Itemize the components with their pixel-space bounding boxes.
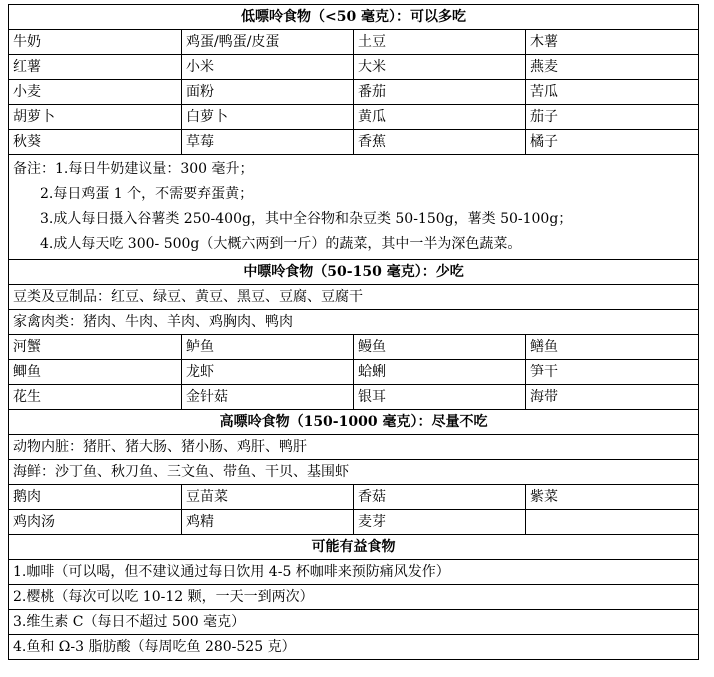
food-cell: 鹅肉 bbox=[9, 485, 182, 510]
food-cell: 麦芽 bbox=[354, 510, 526, 535]
note-line: 备注：1.每日牛奶建议量：300 毫升； bbox=[13, 161, 254, 177]
table-row bbox=[9, 55, 699, 80]
food-cell: 蛤蜊 bbox=[354, 360, 526, 385]
table-row bbox=[9, 360, 699, 385]
food-cell: 河蟹 bbox=[9, 335, 182, 360]
food-cell: 鲈鱼 bbox=[182, 335, 354, 360]
high-purine-header: 高嘌呤食物（150-1000 毫克）：尽量不吃 bbox=[9, 410, 699, 435]
high-purine-header-row bbox=[9, 410, 699, 435]
mid-purine-header-row bbox=[9, 260, 699, 285]
food-cell: 鳝鱼 bbox=[526, 335, 699, 360]
food-cell: 海带 bbox=[526, 385, 699, 410]
food-cell: 面粉 bbox=[182, 80, 354, 105]
table-row bbox=[9, 560, 699, 585]
food-cell: 苦瓜 bbox=[526, 80, 699, 105]
food-cell: 牛奶 bbox=[9, 30, 182, 55]
purine-food-table bbox=[8, 4, 699, 660]
food-cell: 香菇 bbox=[354, 485, 526, 510]
table-row bbox=[9, 335, 699, 360]
food-cell: 鸡肉汤 bbox=[9, 510, 182, 535]
table-row bbox=[9, 485, 699, 510]
food-cell bbox=[526, 510, 699, 535]
table-row bbox=[9, 610, 699, 635]
table-row bbox=[9, 30, 699, 55]
food-cell: 燕麦 bbox=[526, 55, 699, 80]
seafood-line: 海鲜：沙丁鱼、秋刀鱼、三文鱼、带鱼、干贝、基围虾 bbox=[9, 460, 699, 485]
table-row bbox=[9, 285, 699, 310]
food-cell: 白萝卜 bbox=[182, 105, 354, 130]
beneficial-item: 4.鱼和 Ω-3 脂肪酸（每周吃鱼 280-525 克） bbox=[9, 635, 699, 660]
food-cell: 花生 bbox=[9, 385, 182, 410]
food-cell: 橘子 bbox=[526, 130, 699, 155]
table-row bbox=[9, 80, 699, 105]
food-cell: 黄瓜 bbox=[354, 105, 526, 130]
note-line: 3.成人每日摄入谷薯类 250-400g，其中全谷物和杂豆类 50-150g，薯类 50-100g； bbox=[40, 211, 573, 227]
food-cell: 鸡蛋/鸭蛋/皮蛋 bbox=[182, 30, 354, 55]
table-row bbox=[9, 635, 699, 660]
table-row bbox=[9, 310, 699, 335]
food-cell: 鸡精 bbox=[182, 510, 354, 535]
food-cell: 金针菇 bbox=[182, 385, 354, 410]
food-cell: 小米 bbox=[182, 55, 354, 80]
food-cell: 紫菜 bbox=[526, 485, 699, 510]
food-cell: 豆苗菜 bbox=[182, 485, 354, 510]
table-row bbox=[9, 385, 699, 410]
low-purine-header-row bbox=[9, 5, 699, 30]
low-purine-notes-row bbox=[9, 155, 699, 260]
food-cell: 番茄 bbox=[354, 80, 526, 105]
low-purine-header: 低嘌呤食物（<50 毫克）：可以多吃 bbox=[9, 5, 699, 30]
purine-food-table-sheet bbox=[8, 4, 698, 660]
food-cell: 小麦 bbox=[9, 80, 182, 105]
table-row bbox=[9, 130, 699, 155]
beneficial-item: 2.樱桃（每次可以吃 10-12 颗，一天一到两次） bbox=[9, 585, 699, 610]
food-cell: 秋葵 bbox=[9, 130, 182, 155]
table-row bbox=[9, 435, 699, 460]
table-row bbox=[9, 585, 699, 610]
beneficial-header-row bbox=[9, 535, 699, 560]
note-line: 2.每日鸡蛋 1 个，不需要弃蛋黄； bbox=[40, 186, 254, 202]
legumes-line: 豆类及豆制品：红豆、绿豆、黄豆、黑豆、豆腐、豆腐干 bbox=[9, 285, 699, 310]
table-row bbox=[9, 510, 699, 535]
low-purine-notes bbox=[9, 155, 699, 260]
beneficial-header: 可能有益食物 bbox=[9, 535, 699, 560]
table-row bbox=[9, 460, 699, 485]
table-row bbox=[9, 105, 699, 130]
food-cell: 鲫鱼 bbox=[9, 360, 182, 385]
food-cell: 笋干 bbox=[526, 360, 699, 385]
beneficial-item: 1.咖啡（可以喝，但不建议通过每日饮用 4-5 杯咖啡来预防痛风发作） bbox=[9, 560, 699, 585]
food-cell: 胡萝卜 bbox=[9, 105, 182, 130]
poultry-meat-line: 家禽肉类：猪肉、牛肉、羊肉、鸡胸肉、鸭肉 bbox=[9, 310, 699, 335]
food-cell: 大米 bbox=[354, 55, 526, 80]
food-cell: 龙虾 bbox=[182, 360, 354, 385]
note-line: 4.成人每天吃 300- 500g（大概六两到一斤）的蔬菜，其中一半为深色蔬菜。 bbox=[40, 236, 522, 252]
food-cell: 红薯 bbox=[9, 55, 182, 80]
food-cell: 银耳 bbox=[354, 385, 526, 410]
food-cell: 草莓 bbox=[182, 130, 354, 155]
food-cell: 木薯 bbox=[526, 30, 699, 55]
beneficial-item: 3.维生素 C（每日不超过 500 毫克） bbox=[9, 610, 699, 635]
food-cell: 香蕉 bbox=[354, 130, 526, 155]
food-cell: 鳗鱼 bbox=[354, 335, 526, 360]
mid-purine-header: 中嘌呤食物（50-150 毫克）：少吃 bbox=[9, 260, 699, 285]
food-cell: 茄子 bbox=[526, 105, 699, 130]
organ-meats-line: 动物内脏：猪肝、猪大肠、猪小肠、鸡肝、鸭肝 bbox=[9, 435, 699, 460]
food-cell: 土豆 bbox=[354, 30, 526, 55]
